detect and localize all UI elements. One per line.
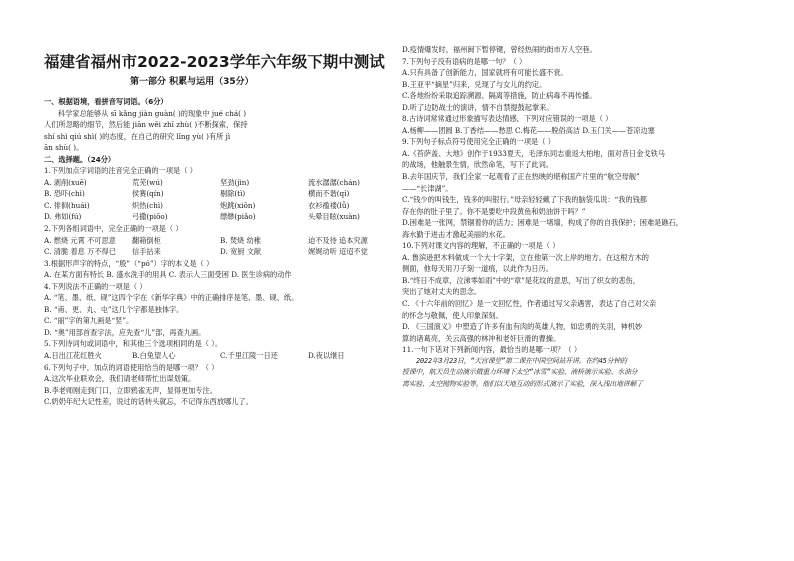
passage-line: 离实验、太空抛物实验等。他们以天地互动的形式演示了实验，深入浅出地讲解了 [402, 379, 643, 388]
text-line: B. “甫、更、丸、屯”这几个字都是独体字。 [44, 304, 184, 314]
option-text: 迫不及待 追本究源 [308, 235, 368, 245]
text-line: 6.下列句子中，加点的词语使用恰当的是哪一项？（ ） [44, 362, 219, 372]
option-text: 流水潺潺(chán) [308, 177, 360, 187]
text-line: 3.根据形声字的特点，“殷”（“pó”）字的本义是（ ） [44, 258, 214, 268]
option-text: 侯赛(qín) [132, 189, 164, 199]
text-line: 10.下列对课文内容的理解，不正确的一项是（ ） [402, 241, 560, 251]
option-text: 娓娓动听 迢迢不觉 [308, 247, 368, 257]
option-text: 坚劲(jìn) [220, 177, 250, 187]
option-row [44, 188, 396, 200]
passage-line: 2022年3月23日，“天宫课堂”第二课在中国空间站开讲。在约45分钟的 [416, 356, 627, 365]
right-column [402, 44, 754, 390]
text-line: 侧面，他每天用刀子刻一道痕，以此作为日历。 [402, 264, 553, 274]
text-line: C.各地纷纷采取追踪溯源、隔离等措施，防止病毒不再传播。 [402, 91, 597, 101]
text-line: ——“长津湖”。 [402, 183, 453, 193]
page-title: 福建省福州市2022-2023学年六年级下期中测试 [44, 53, 385, 71]
text-line: B.去年国庆节，我们全家一起观看了正在热映的堪称国产片里的“航空母舰” [402, 172, 640, 182]
text-line: A.这次毕业联欢会，我们请老师帮忙出谋划策。 [44, 374, 196, 384]
left-column [44, 96, 396, 408]
text-line: C.“钱少的叫钱生，钱多的叫银行。”母亲轻轻戴了下我的脑袋瓜说：“我的钱都 [402, 195, 647, 205]
option-row [44, 350, 396, 362]
text-line: 的战场，他触景生情，欣然命笔，写下了此词。 [402, 160, 553, 170]
text-line: 4.下列说法不正确的一项是（ ） [44, 281, 147, 291]
option-row [44, 200, 396, 212]
text-line: ān shù( )。 [44, 143, 84, 153]
text-line: D. 《三国演义》中塑造了许多有血有肉的英雄人物，如忠勇的关羽，神机妙 [402, 322, 643, 332]
option-row [44, 211, 396, 223]
text-line: A.《苔萨盖、大地》创作于1933夏天，毛泽东同志重返大柏地，面对昔日金戈铁马 [402, 148, 665, 158]
option-text: A. 燃烧 元霄 不可思意 [44, 235, 116, 245]
text-line: A. 鲁滨逊把木料做成一个大十字架，立在他第一次上岸的地方。在这根方木的 [402, 252, 649, 262]
text-line: 海水勤于进击才激起美丽的水花。 [402, 229, 510, 239]
text-line: 8.古诗词常常通过形象描写表达情感，下列对应错误的一项是（ ） [402, 114, 613, 124]
text-line: C. “丽”字的第九画是“竖”。 [44, 316, 134, 326]
option-text: A.日出江花红胜火 [44, 351, 102, 361]
option-text: 炮跳(xiōn) [220, 200, 256, 210]
option-text: 衣衫褴褛(lǚ) [308, 200, 350, 210]
text-line: 突出了她对丈夫的思念。 [402, 287, 482, 297]
option-row [44, 235, 396, 247]
text-line: 7.下列句子没有语病的是哪一句？（ ） [402, 56, 527, 66]
option-text: 荒芜(wú) [132, 177, 163, 187]
text-line: B.李老师刚走到门口，立即鸦雀无声，显得更加专注。 [44, 385, 217, 395]
text-line: A. 在某方面有特长 B. 盛水洗手的用具 C. 表示人三面受困 D. 医生诊病的动作 [44, 270, 292, 280]
text-line: D. “奥”用部首查字法，应先查“儿”部，再查九画。 [44, 327, 206, 337]
text-line: B.“终日不成章，泣涕零如雨”中的“章”是花纹的意思，写出了织女的悲伤， [402, 275, 640, 285]
text-line: 11.一句下话对下列新闻内容，最恰当的是哪一项？（ ） [402, 345, 582, 355]
option-text: C.千里江陵一日还 [220, 351, 278, 361]
text-line: shí shì qiú shì( )的态度，在自己的研究 lǐng yù( )有所 jì [44, 131, 231, 141]
text-line: C. 《十六年前的回忆》是一文回忆性，作者通过写父亲遇害，表达了自己对父亲 [402, 299, 657, 309]
option-text: D. 宽厨 文献 [220, 247, 262, 257]
option-text: 翻箱倒柜 [132, 235, 161, 245]
text-line: 科学家总能够从 sī kǎng jiàn guàn( )的现象中 jué chá( ) [58, 108, 247, 118]
option-text: B.白兔望人心 [132, 351, 176, 361]
text-line: D.听了边防战士的演讲，情不自禁提鼓起掌来。 [402, 102, 554, 112]
option-text: 炽热(chì) [132, 200, 163, 210]
text-line: 的怀念与敬佩，使人印象深刻。 [402, 310, 503, 320]
option-text: B. 焚烧 幼稚 [220, 235, 261, 245]
text-line: 9.下列句子标点符号使用完全正确的一项是（ ） [402, 137, 555, 147]
option-text: D.夜以继日 [308, 351, 345, 361]
option-text: A. 剥削(xuē) [44, 177, 87, 187]
section-heading: 二、选择题。（24分） [44, 154, 116, 164]
option-text: 剔除(tì) [220, 189, 246, 199]
option-text: 弓撒(piōo) [132, 212, 168, 222]
text-line: 1.下列加点字词语的注音完全正确的一项是（ ） [44, 166, 197, 176]
text-line: 存在你的肚子里了。你不是要吃中段黄鱼和奶油饼干吗？” [402, 206, 586, 216]
text-line: A.只有具备了创新能力，国家就将有可能长盛不衰。 [402, 68, 568, 78]
text-line: A.杨柳——团圆 B.丁香结——愁思 C.梅花——脱俗高洁 D.玉门关——苍凉边塞 [402, 125, 655, 135]
option-text: 横而不谐(qí) [308, 189, 350, 199]
text-line: C.奶奶年纪大记性差，说过的话转头就忘，不记得东西放哪儿了。 [44, 397, 253, 407]
section-subtitle: 第一部分 积累与运用（35分） [130, 77, 254, 87]
option-text: 信手拈来 [132, 247, 161, 257]
section-heading: 一、根据语境，看拼音写词语。（6分） [44, 97, 168, 106]
text-line: 2.下列各组词语中，完全正确的一项是（ ） [44, 224, 183, 234]
text-line: 算的诸葛亮，关云高强的林冲和老奸巨滑的曹操。 [402, 333, 561, 343]
option-text: B. 恐吓(chì) [44, 189, 85, 199]
passage-line: 授课中，航天员生动演示微重力环境下太空“冰雪”实验、液桥演示实验、水油分 [402, 368, 638, 377]
text-line: D.疫情爆发时，福州闽下暂停键，曾经热闹的街市万人空巷。 [402, 45, 597, 54]
text-line: A. “笔、墨、纸、砚”这四个字在《新华字典》中的正确排序是笔、墨、砚、纸。 [44, 293, 299, 303]
text-line: 人们所忽略的细节，然后能 jiān wěi zhī zhù( )不断探索，保持 [44, 120, 248, 130]
option-text: 头晕目眩(xuàn) [308, 212, 360, 222]
option-text: C. 徘徊(huái) [44, 200, 90, 210]
option-text: D. 弗如(fú) [44, 212, 82, 222]
option-row [44, 177, 396, 189]
option-row [44, 246, 396, 258]
text-line: 5.下列诗词句或词语中，和其他三个选项相同的是（ ）。 [44, 339, 223, 349]
text-line: D.困难是一张网，禁锢着你的活力；困难是一堵墙，构成了你的自我保护；困难是礁石， [402, 218, 683, 228]
text-line: B.王亚平“摘星”归来，兑现了与女儿的约定。 [402, 79, 547, 89]
option-text: 缥缈(piǎo) [220, 212, 256, 222]
option-text: C. 清脆 着息 万不得已 [44, 247, 116, 257]
